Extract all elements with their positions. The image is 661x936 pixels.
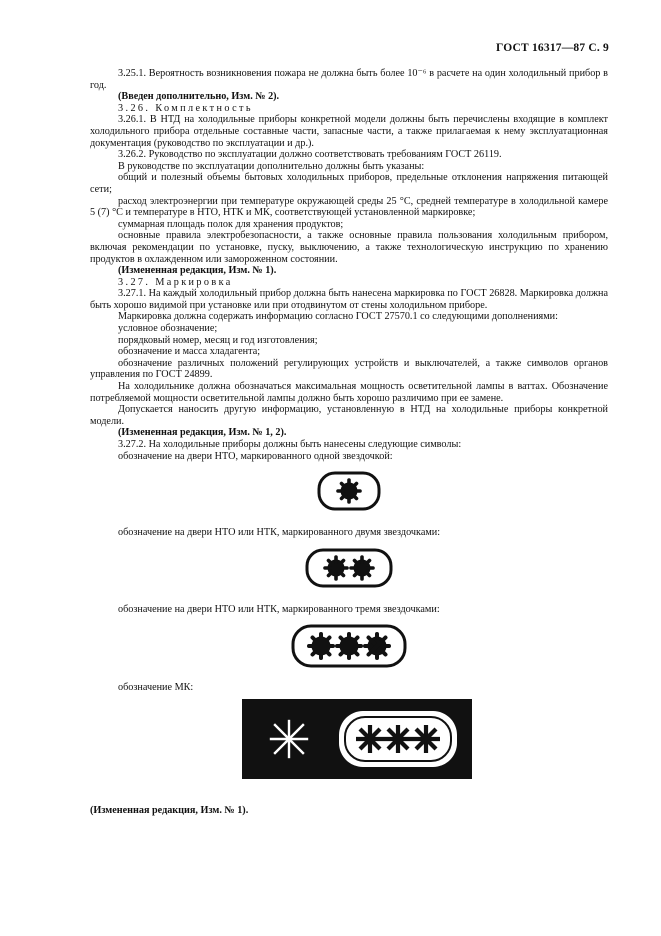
snowflake-icon xyxy=(271,721,307,757)
amendment-note: (Измененная редакция, Изм. № 1). xyxy=(118,265,277,277)
symbol-two-stars xyxy=(90,548,608,588)
three-star-symbol-icon xyxy=(291,624,407,668)
paragraph-marking-info: Маркировка должна содержать информацию согласно ГОСТ 27570.1 со следующими дополнениями: xyxy=(118,311,558,323)
paragraph-3-26-1: 3.26.1. В НТД на холодильные приборы конкретной модели должны быть перечислены входящие в комплект холодильного прибора отдельные составные части, запасные части, а также прилагаемая к нему эксплуатационная документация (руководство по эксплуатации и др.). xyxy=(90,114,608,149)
star-icon xyxy=(309,634,333,658)
symbol-caption-one-star: обозначение на двери НТО, маркированного одной звездочкой: xyxy=(118,450,393,462)
star-icon xyxy=(365,634,389,658)
star-icon xyxy=(337,634,361,658)
list-item: обозначение различных положений регулирующих устройств и выключателей, а также символов органов управления по ГОСТ 24899. xyxy=(90,357,608,381)
star-icon xyxy=(325,557,347,579)
symbol-three-stars xyxy=(90,624,608,668)
section-heading-3-27: 3.27. Маркировка xyxy=(118,276,233,288)
star-icon xyxy=(351,557,373,579)
symbol-caption-mk: обозначение МК: xyxy=(118,682,194,694)
star-icon xyxy=(356,725,384,753)
symbol-mk xyxy=(90,699,608,779)
list-item: обозначение и масса хладагента; xyxy=(118,346,261,358)
amendment-note: (Измененная редакция, Изм. № 1, 2). xyxy=(118,427,287,439)
star-icon xyxy=(412,725,440,753)
amendment-note: (Измененная редакция, Изм. № 1). xyxy=(90,804,249,816)
symbol-one-star xyxy=(90,471,608,511)
paragraph-3-27-2: 3.27.2. На холодильные приборы должны быть нанесены следующие символы: xyxy=(118,439,462,450)
list-item: суммарная площадь полок для хранения продуктов; xyxy=(118,218,344,230)
star-icon xyxy=(384,725,412,753)
list-item: порядковый номер, месяц и год изготовления; xyxy=(118,334,318,346)
paragraph-3-26-2: 3.26.2. Руководство по эксплуатации должно соответствовать требованиям ГОСТ 26119. xyxy=(118,149,502,161)
star-icon xyxy=(338,480,360,502)
mk-symbol-icon xyxy=(242,699,472,779)
symbol-caption-three-stars: обозначение на двери НТО или НТК, маркированного тремя звездочками: xyxy=(118,603,440,615)
symbol-caption-two-stars: обозначение на двери НТО или НТК, маркированного двумя звездочками: xyxy=(118,527,441,539)
paragraph-manual-intro: В руководстве по эксплуатации дополнительно должны быть указаны: xyxy=(118,160,425,172)
section-heading-3-26: 3.26. Комплектность xyxy=(118,102,253,114)
paragraph-3-27-1: 3.27.1. На каждый холодильный прибор должна быть нанесена маркировка по ГОСТ 26828. Маркировка должна быть хорошо видимой при установке или при отодвинутом от стены холодильном приборе. xyxy=(90,288,608,311)
paragraph-other-info: Допускается наносить другую информацию, установленную в НТД на холодильные приборы конкретной модели. xyxy=(90,404,608,427)
document-body xyxy=(90,68,608,817)
one-star-symbol-icon xyxy=(317,471,381,511)
paragraph-3-25-1: 3.25.1. Вероятность возникновения пожара не должна быть более 10⁻⁶ в расчете на один холодильный прибор в год. xyxy=(90,68,608,91)
two-star-symbol-icon xyxy=(305,548,393,588)
list-item: общий и полезный объемы бытовых холодильных приборов, предельные отклонения напряжения питающей сети; xyxy=(90,172,608,195)
list-item: основные правила электробезопасности, а также основные правила пользования холодильным прибором, включая рекомендации по установке, пуску, выключению, а также технологическую инструкцию по хранению продуктов в охлажденном или замороженном состоянии. xyxy=(90,230,608,265)
amendment-note: (Введен дополнительно, Изм. № 2). xyxy=(118,91,280,103)
list-item: расход электроэнергии при температуре окружающей среды 25 °С, средней температуре в холодильной камере 5 (7) °С и температуре в НТО, НТК и МК, соответствующей установленной маркировке; xyxy=(90,195,608,219)
page-header: ГОСТ 16317—87 С. 9 xyxy=(496,42,609,54)
paragraph-lamp-power: На холодильнике должна обозначаться максимальная мощность осветительной лампы в ваттах. Обозначение потребляемой мощности осветительной лампы должно быть хорошо различимо при ее замене. xyxy=(90,381,608,404)
list-item: условное обозначение; xyxy=(118,323,218,335)
